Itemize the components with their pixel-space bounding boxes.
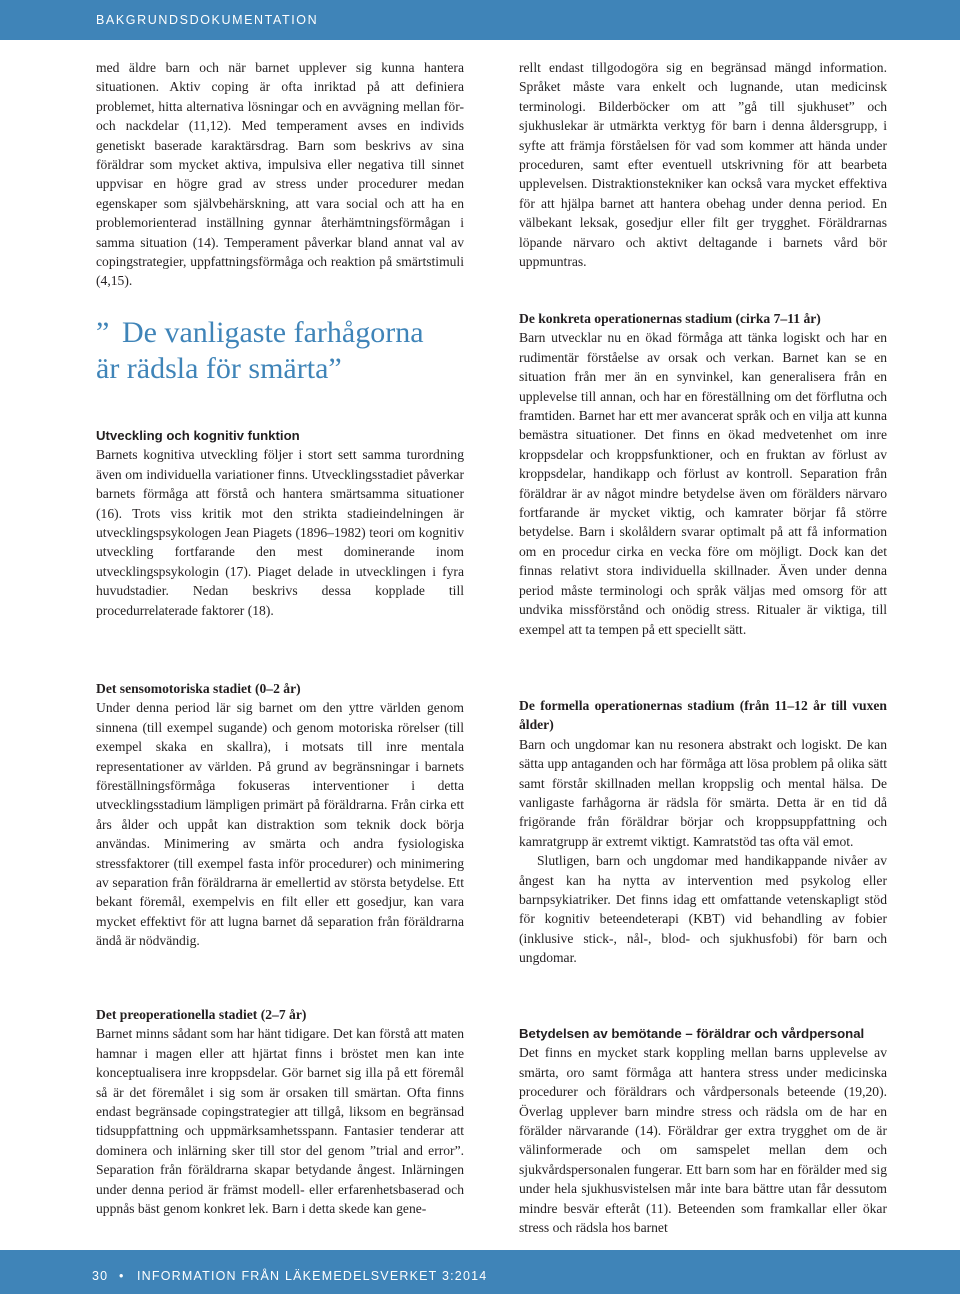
section-sensorimotor: [96, 679, 464, 951]
footer-bullet: •: [119, 1269, 125, 1283]
section-heading: Betydelsen av bemötande – föräldrar och vårdpersonal: [519, 1026, 865, 1041]
section-heading: Det sensomotoriska stadiet (0–2 år): [96, 681, 301, 696]
pull-quote-line-2: är rädsla för smärta”: [96, 352, 342, 385]
footer-bar: [0, 1250, 960, 1294]
section-concrete: [519, 309, 887, 639]
continuation-paragraph: rellt endast tillgodogöra sig en begränsad mängd information. Språket måste vara enkelt och lugnande, utan medicinsk terminologi. Bilderböcker om att ”gå till sjukhuset” och sjukhuslekar är utmärkta verktyg för barn i denna åldersgrupp, i syfte att främja förståelsen för vad som kommer att hända under proceduren, samt efter eventuell utskrivning för att bearbeta upplevelsen. Distraktionstekniker kan också vara mycket effektiva för att hjälpa barnet att hantera obehag under denna period. En välbekant leksak, gosedjur eller filt ger trygghet. Föräldrarnas löpande närvaro och aktivt deltagande i barnets vård bör uppmuntras.: [519, 60, 887, 270]
section-cognitive: [96, 426, 464, 620]
section-body-2: Slutligen, barn och ungdomar med handikappande nivåer av ångest kan ha nytta av intervention med psykolog eller barnpsykiatriker. Det finns idag ett omfattande vetenskapligt stöd för kognitiv beteendeterapi (KBT) vid behandling av fobier (inklusive stick-, nål-, blod- och sjukhusfobi) för barn och ungdomar.: [519, 853, 887, 966]
pull-quote-mark: ”: [96, 316, 110, 349]
pull-quote-line-1: De vanligaste farhågorna: [122, 316, 424, 349]
section-heading: De konkreta operationernas stadium (cirka 7–11 år): [519, 311, 821, 326]
page-number: 30: [92, 1269, 109, 1283]
section-preoperational: [96, 1005, 464, 1218]
section-heading: Det preoperationella stadiet (2–7 år): [96, 1007, 307, 1022]
section-body: Barnets kognitiva utveckling följer i stort sett samma turordning även om individuella variationer finns. Utvecklingsstadiet påverkar barnets förmåga att förstå och hantera smärtsamma situationer (16). Trots viss kritik mot den strikta stadieindelningen är utvecklingspsykologen Jean Piagets (1896–1982) teori om kognitiv utveckling fortfarande den mest dominerande inom utvecklingspsykologin (17). Piaget delade in utvecklingen i fyra huvudstadier. Nedan beskrivs dessa kopplade till procedurrelaterade faktorer (18).: [96, 447, 464, 618]
preoperational-continuation: [519, 58, 887, 271]
publication-title: INFORMATION FRÅN LÄKEMEDELSVERKET 3:2014: [137, 1269, 488, 1283]
section-header-bar: [0, 0, 960, 40]
intro-block: [96, 58, 464, 291]
section-body: Barn och ungdomar kan nu resonera abstrakt och logiskt. De kan sätta upp antaganden och har förmåga att lösa problem på olika sätt samt förstår skillnaden mellan kroppslig och mental hälsa. De vanligaste farhågorna är rädsla för smärta. Detta är en tid då frigörande från föräldrar börjar och kroppsuppfattning och kamratgrupp är extremt viktigt. Kamratstöd tas ofta väl emot.: [519, 736, 887, 849]
section-body: Det finns en mycket stark koppling mellan barns upplevelse av smärta, oro samt förmåga att hantera stress under medicinska procedurer och föräldrars och vårdpersonals beteende (19,20). Överlag upplever barn mindre stress och rädsla om de har en förälder närvarande (14). Föräldrar ger extra trygghet om de är välinformerade och om samspelet mellan dem och sjukvårdspersonalen fungerar. Ett barn som har en förälder med sig under hela sjukhusvistelsen mår inte bara bättre utan får dessutom mindre besvär efteråt (11). Beteenden som framkallar eller ökar stress och rädsla hos barnet: [519, 1045, 887, 1236]
section-treatment: [519, 1024, 887, 1237]
section-formal: [519, 696, 887, 968]
section-body: Barn utvecklar nu en ökad förmåga att tänka logiskt och har en rudimentär förståelse av orsak och verkan. Barnet kan se en situation från mer än en synvinkel, kan generalisera från en upplevelse till annan, och har en föreställning om det förflutna och framtiden. Barnet har ett mer avancerat språk och en vilja att kunna bemästra situationer. Det finns en ökad medvetenhet om inre kroppsdelar och kroppsfunktioner, och en fruktan av förlust av kroppsdelar, handikapp och förlust av kontroll. Separation från föräldrar är av något mindre betydelse även om förälders närvaro fortfarande är mycket viktig, och kamrater börjar få större betydelse. Barn i skolåldern svarar optimalt på att få information om en procedur cirka en vecka före om möjligt. Dock kan det finnas relativt stora individuella skillnader. Även under denna period måste terminologi och språk väljas med omsorg för att undvika missförstånd och onödig stress. Ritualer är viktiga, till exempel att ta tempen på ett speciellt sätt.: [519, 330, 887, 637]
section-heading: De formella operationernas stadium (från 11–12 år till vuxen ålder): [519, 698, 887, 733]
section-heading: Utveckling och kognitiv funktion: [96, 428, 300, 443]
section-body: Barnet minns sådant som har hänt tidigare. Det kan förstå att maten hamnar i magen eller att hjärtat finns i bröstet men kan inte konceptualisera inre kroppsdelar. Gör barnet sig illa på ett föremål så är det föremålet i sig som är orsaken till smärtan. Ofta finns endast begränsade copingstrategier att tillgå, liksom en begränsad tidsuppfattning och uppmärksamhetsspann. Fantasier tenderar att dominera och inlärning sker till stor del genom ”trial and error”. Separation från föräldrarna skapar betydande ångest. Inlärningen under denna period är främst modell- eller erfarenhetsbaserad och uppnås bäst genom konkret lek. Barn i detta skede kan gene-: [96, 1026, 464, 1217]
intro-paragraph: med äldre barn och när barnet upplever sig kunna hantera situationen. Aktiv coping är ofta inriktad på att definiera problemet, hitta alternativa lösningar och en avvägning mellan för- och nackdelar (11,12). Med temperament avses en individs genetiskt baserade karaktärsdrag. Barn som beskrivs av sina föräldrar som mycket aktiva, impulsiva eller negativa till sinnet uppvisar en högre grad av stress under procedurer medan egenskaper som självbehärskning, att vara social och att ha en problemorienterad inställning gynnar återhämtningsförmågan i samma situation (14). Temperament påverkar bland annat val av copingstrategier, uppfattningsförmåga och reaktion på smärtstimuli (4,15).: [96, 60, 464, 289]
section-body: Under denna period lär sig barnet om den yttre världen genom sinnena (till exempel sugande) och genom motoriska rörelser (till exempel skaka en skallra), i motsats till inre mentala representationer av världen. På grund av begränsningar i barnets föreställningsförmåga fokuseras interventioner i detta utvecklingsstadium lämpligen primärt på föräldrarna. Från cirka ett års ålder och uppåt kan distraktion som teknik dock börja användas. Minimering av smärta och andra fysiologiska stressfaktorer (till exempel fasta inför procedurer) och minimering av separation från föräldrarna är emellertid av största betydelse. Ett bekant föremål, exempelvis en filt eller ett gosedjur, kan vara mycket effektivt för att lugna barnet då separation från föräldrarna ändå är nödvändig.: [96, 700, 464, 949]
section-label: BAKGRUNDSDOKUMENTATION: [96, 13, 319, 27]
